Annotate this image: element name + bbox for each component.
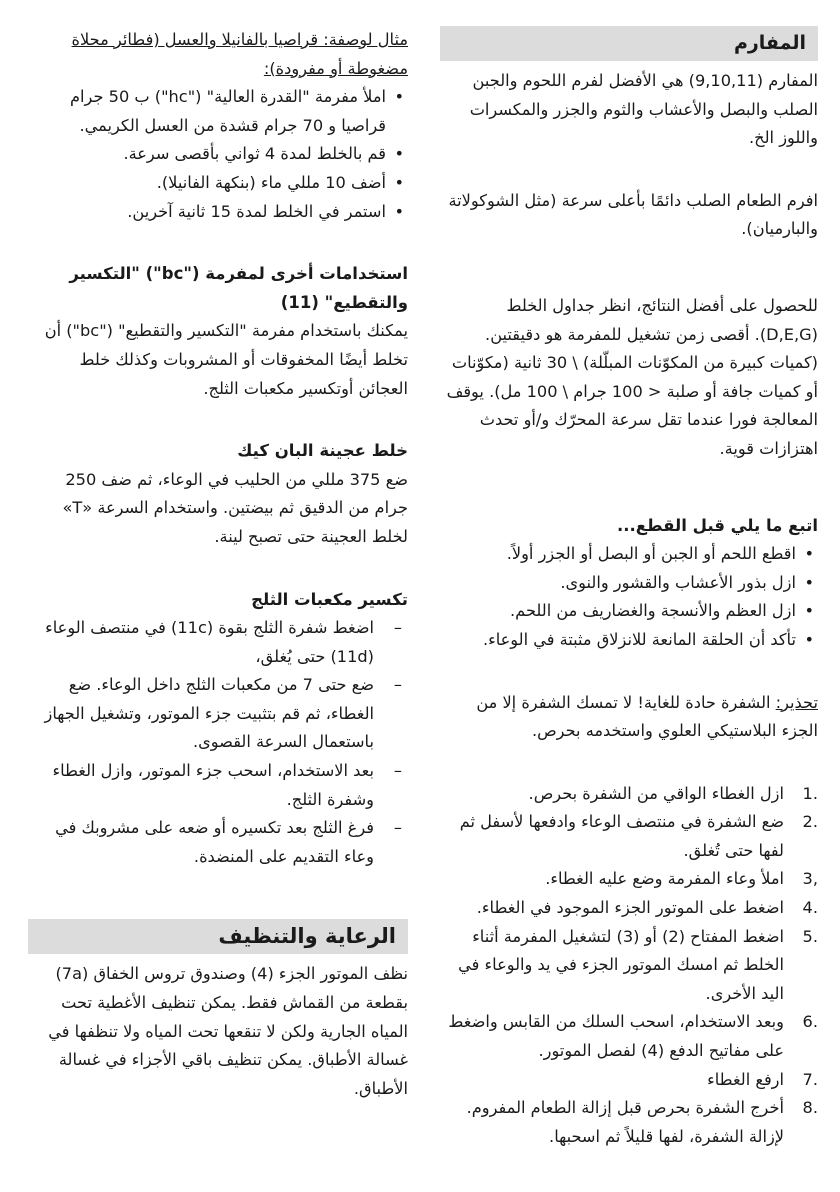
step-number: 7. xyxy=(802,1069,818,1089)
warning-note xyxy=(440,689,818,746)
list-item: • اقطع اللحم أو الجبن أو البصل أو الجزر أولاً. xyxy=(440,540,818,569)
step-text: وبعد الاستخدام، اسحب السلك من القابس واضغط على مفاتيح الدفع (4) لفصل الموتور. xyxy=(448,1012,784,1061)
ice-heading: تكسير مكعبات الثلج xyxy=(251,589,408,609)
list-item: • تأكد أن الحلقة المانعة للانزلاق مثبتة في الوعاء. xyxy=(440,626,818,655)
step-number: 2. xyxy=(802,812,818,832)
blades-section-title: المفارم xyxy=(440,26,818,61)
step-text: ازل الغطاء الواقي من الشفرة بحرص. xyxy=(528,783,784,803)
step-text: ضع الشفرة في منتصف الوعاء وادفعها لأسفل ثم لفها حتى تُغلق. xyxy=(459,812,784,860)
warning-text: الشفرة حادة للغاية! لا تمسك الشفرة إلا من الجزء البلاستيكي العلوي واستخدمه بحرص. xyxy=(476,692,818,741)
right-column xyxy=(440,26,818,1151)
step-text: اضغط المفتاح (2) أو (3) لتشغيل المفرمة أثناء الخلط ثم امسك الموتور الجزء في يد والوعاء في اليد الأخرى. xyxy=(458,926,784,1003)
warning-label: تحذير: xyxy=(775,692,818,712)
step-number: 5. xyxy=(802,926,818,946)
step-item xyxy=(440,1094,818,1151)
blades-paragraph-2: افرم الطعام الصلب دائمًا بأعلى سرعة (مثل الشوكولاتة والبارميان). xyxy=(448,190,818,239)
list-item: • أضف 10 مللي ماء (بنكهة الفانيلا). xyxy=(28,169,408,198)
pancake-text: ضع 375 مللي من الحليب في الوعاء، ثم ضف 250 جرام من الدقيق ثم بيضتين. واستخدام السرعة «T» لخلط العجينة حتى تصبح لينة. xyxy=(62,469,408,546)
step-number: 6. xyxy=(802,1012,818,1032)
step-number: 4. xyxy=(802,898,818,918)
list-item: – بعد الاستخدام، اسحب جزء الموتور، وازل الغطاء وشفرة الثلج. xyxy=(28,757,408,814)
step-number: 8. xyxy=(802,1098,818,1118)
recipe-list xyxy=(28,83,408,226)
before-cutting-list xyxy=(440,540,818,654)
step-item xyxy=(440,1066,818,1095)
step-text: املأ وعاء المفرمة وضع عليه الغطاء. xyxy=(545,869,784,889)
step-number: 3, xyxy=(802,869,818,889)
list-item: • ازل بذور الأعشاب والقشور والنوى. xyxy=(440,569,818,598)
step-number: 1. xyxy=(802,783,818,803)
blades-paragraph-1: المفارم (9,10,11) هي الأفضل لفرم اللحوم والجبن الصلب والبصل والأعشاب والثوم والجزر والمكسرات واللوز الخ. xyxy=(469,71,818,148)
list-item: – فرغ الثلج بعد تكسيره أو ضعه على مشروبك في وعاء التقديم على المنضدة. xyxy=(28,814,408,871)
step-item xyxy=(440,894,818,923)
step-item xyxy=(440,865,818,894)
step-item xyxy=(440,808,818,865)
list-item: • املأ مفرمة "القدرة العالية" ("hc") ب 50 جرام قراصيا و 70 جرام قشدة من العسل الكريمي. xyxy=(28,83,408,140)
usage-steps xyxy=(440,780,818,1152)
step-item xyxy=(440,780,818,809)
ice-list xyxy=(28,614,408,871)
list-item: • استمر في الخلط لمدة 15 ثانية آخرين. xyxy=(28,198,408,227)
other-uses-text: يمكنك باستخدام مفرمة "التكسير والتقطيع" ("bc") أن تخلط أيضًا المخفوقات أو المشروبات وكذلك خلط العجائن أوتكسير مكعبات الثلج. xyxy=(44,321,408,398)
step-text: اضغط على الموتور الجزء الموجود في الغطاء. xyxy=(476,898,784,918)
step-text: أخرج الشفرة بحرص قبل إزالة الطعام المفروم. لإزالة الشفرة، لفها قليلاً ثم اسحبها. xyxy=(466,1098,784,1146)
blades-paragraph-3: للحصول على أفضل النتائج، انظر جداول الخلط (D,E,G). أقصى زمن تشغيل للمفرمة هو دقيقتين. (كميات كبيرة من المكوّنات المبلّلة) \ 30 ثانية (مكوّنات أو كميات جافة أو صلبة < 100 جرام \ 100 مل). يوقف المعالجة فورا عندما تقل سرعة المحرّك و/أو تحدث اهتزازات قوية. xyxy=(446,295,818,458)
list-item: – ضع حتى 7 من مكعبات الثلج داخل الوعاء. ضع الغطاء، ثم قم بتثبيت جزء الموتور، وتشغيل الجهاز باستعمال السرعة القصوى. xyxy=(28,671,408,757)
list-item: – اضغط شفرة الثلج بقوة (11c) في منتصف الوعاء (11d) حتى يُغلق، xyxy=(28,614,408,671)
step-item xyxy=(440,923,818,1009)
pancake-heading: خلط عجينة البان كيك xyxy=(237,441,408,461)
list-item: • قم بالخلط لمدة 4 ثواني بأقصى سرعة. xyxy=(28,140,408,169)
care-section-title: الرعاية والتنظيف xyxy=(28,919,408,954)
left-column xyxy=(28,26,408,1103)
care-text: نظف الموتور الجزء (4) وصندوق تروس الخفاق (7a) بقطعة من القماش فقط. يمكن تنظيف الأغطية تحت المياه الجارية ولكن لا تنقعها تحت المياه ولا تنظفها في غسالة الأطباق. يمكن تنظيف باقي الأجزاء في غسالة الأطباق. xyxy=(48,964,408,1098)
other-uses-heading: استخدامات أخرى لمفرمة ("bc") "التكسير والتقطيع" (11) xyxy=(69,264,408,312)
step-item xyxy=(440,1008,818,1065)
before-cutting-heading: اتبع ما يلي قبل القطع... xyxy=(616,515,818,535)
list-item: • ازل العظم والأنسجة والغضاريف من اللحم. xyxy=(440,597,818,626)
step-text: ارفع الغطاء xyxy=(707,1069,784,1089)
recipe-intro: مثال لوصفة: قراصيا بالفانيلا والعسل (فطائر محلاة مضغوطة أو مفرودة): xyxy=(71,30,408,78)
